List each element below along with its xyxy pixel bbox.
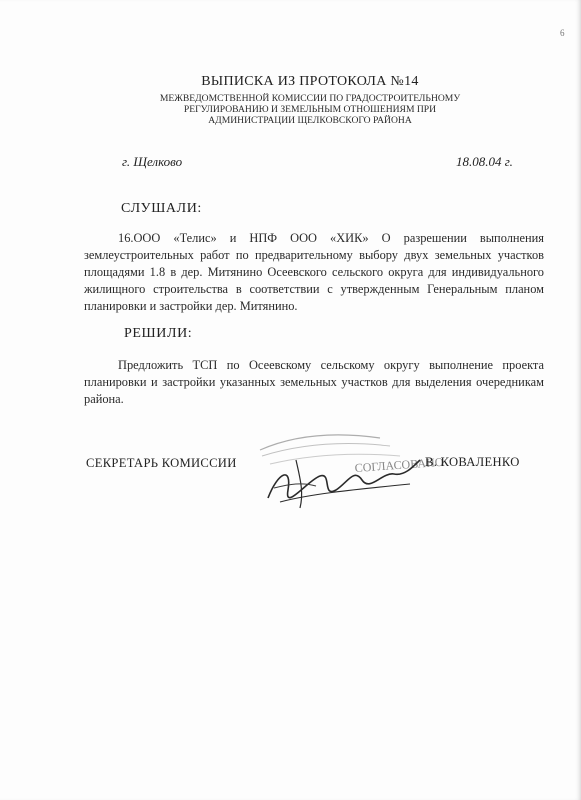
heading-decided: РЕШИЛИ:	[124, 326, 193, 341]
paragraph-decided: Предложить ТСП по Осеевскому сельскому округу выполнение проекта планировки и застройки указанных земельных участков для выделения очередникам района.	[84, 358, 544, 406]
signatory-role: СЕКРЕТАРЬ КОМИССИИ	[86, 456, 237, 470]
document-title: ВЫПИСКА ИЗ ПРОТОКОЛА №14	[201, 74, 419, 89]
place-of-issue: г. Щелково	[122, 154, 183, 169]
heading-listened: СЛУШАЛИ:	[121, 201, 202, 216]
page-number: 6	[560, 28, 565, 38]
signatory-name: В. КОВАЛЕНКО	[425, 455, 520, 469]
document-date: 18.08.04 г.	[456, 154, 513, 169]
paragraph-listened: 16.ООО «Телис» и НПФ ООО «ХИК» О разрешении выполнения землеустроительных работ по предварительному выбору двух земельных участков площадями 1.8 в дер. Митянино Осеевского сельского округа для индивидуального жилищного строительства в соответствии с утвержденным Генеральным планом планировки и застройки дер. Митянино.	[84, 231, 544, 313]
svg-text:СОГЛАСОВАНО: СОГЛАСОВАНО	[354, 454, 444, 475]
subtitle-line: АДМИНИСТРАЦИИ ЩЕЛКОВСКОГО РАЙОНА	[208, 115, 412, 126]
subtitle-line: МЕЖВЕДОМСТВЕННОЙ КОМИССИИ ПО ГРАДОСТРОИТЕЛЬНОМУ	[159, 93, 461, 104]
handwritten-signature-with-stamp	[250, 420, 444, 520]
document-subtitle	[120, 93, 500, 126]
subtitle-line: РЕГУЛИРОВАНИЮ И ЗЕМЕЛЬНЫМ ОТНОШЕНИЯМ ПРИ	[183, 104, 437, 115]
